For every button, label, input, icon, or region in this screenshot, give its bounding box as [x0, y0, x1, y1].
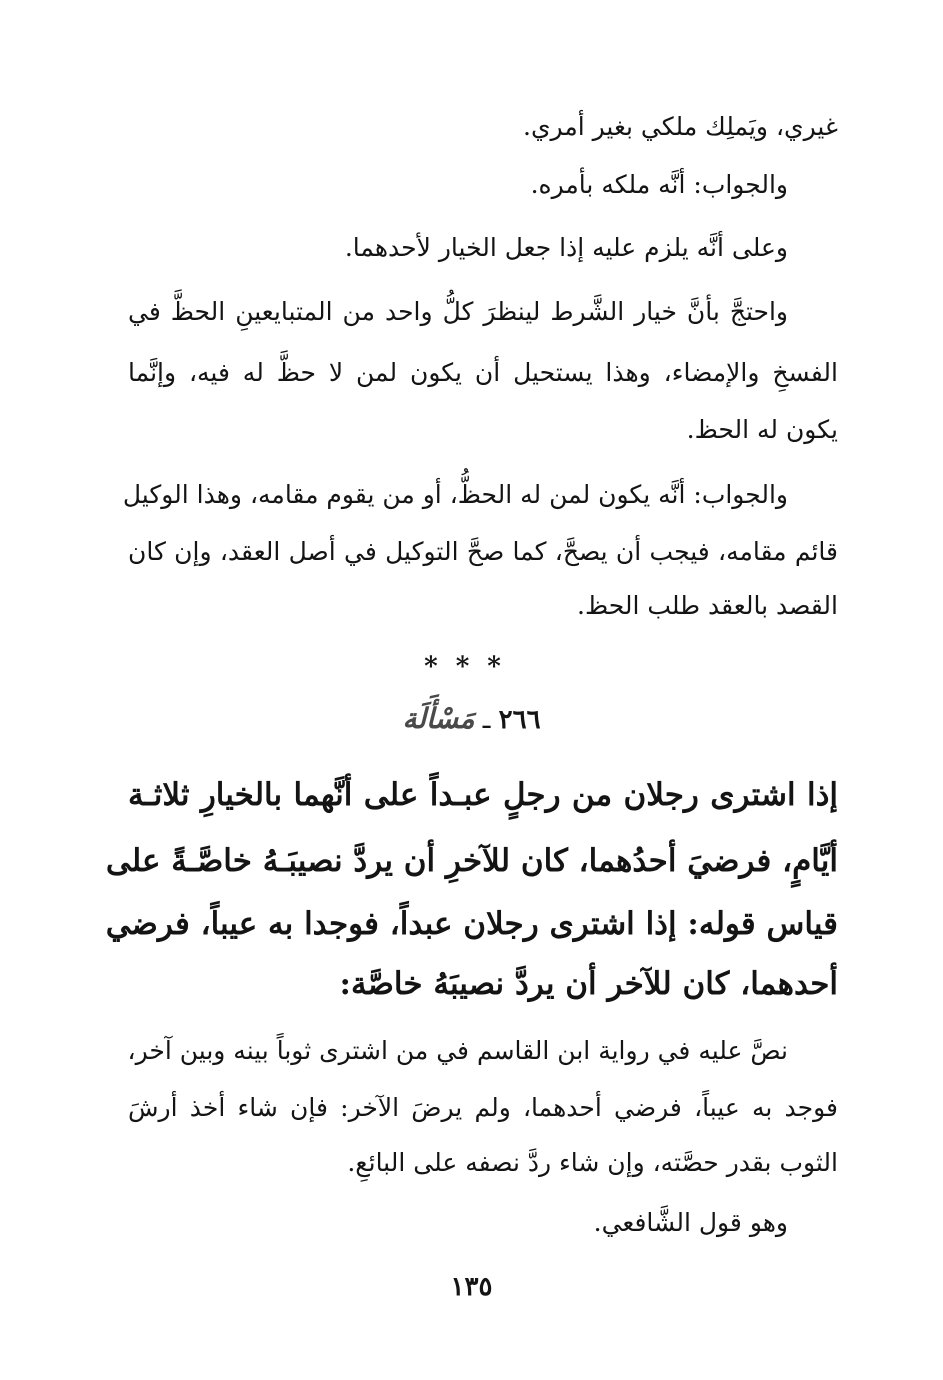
- issue-line-3: قياس قوله: إذا اشترى رجلان عبداً، فوجدا به عيباً، فرضي: [105, 906, 838, 942]
- text-line-3: وعلى أنَّه يلزم عليه إذا جعل الخيار لأحدهما.: [344, 233, 788, 262]
- text-line-2: والجواب: أنَّه ملكه بأمره.: [530, 170, 788, 199]
- issue-line-4: أحدهما، كان للآخر أن يردَّ نصيبَهُ خاصَّة:: [339, 966, 838, 1002]
- issue-heading: [0, 702, 943, 735]
- text-line-9: القصد بالعقد طلب الحظ.: [577, 591, 838, 620]
- text-line-1: غيري، ويَملِك ملكي بغير أمري.: [523, 112, 838, 141]
- text-line-7: والجواب: أنَّه يكون لمن له الحظُّ، أو من يقوم مقامه، وهذا الوكيل: [122, 480, 788, 509]
- text-line-4: واحتجَّ بأنَّ خيار الشَّرط لينظرَ كلُّ واحد من المتبايعينِ الحظَّ في: [128, 297, 788, 326]
- issue-number: ٢٦٦: [498, 705, 541, 735]
- answer-line-1: نصَّ عليه في رواية ابن القاسم في من اشترى ثوباً بينه وبين آخر،: [127, 1036, 788, 1065]
- issue-title: مَسْأَلَة: [402, 702, 475, 735]
- answer-line-2: فوجد به عيباً، فرضي أحدهما، ولم يرضَ الآخر: فإن شاء أخذ أرشَ: [128, 1093, 838, 1122]
- issue-line-1: إذا اشترى رجلان من رجلٍ عبـداً على أنَّهما بالخيارِ ثلاثـة: [128, 777, 838, 813]
- heading-dash: ـ: [482, 705, 491, 735]
- text-line-5: الفسخِ والإمضاء، وهذا يستحيل أن يكون لمن لا حظَّ له فيه، وإنَّما: [128, 358, 838, 387]
- text-line-6: يكون له الحظ.: [686, 415, 838, 444]
- page-number: ١٣٥: [450, 1272, 493, 1302]
- text-line-8: قائم مقامه، فيجب أن يصحَّ، كما صحَّ التوكيل في أصل العقد، وإن كان: [128, 537, 838, 566]
- section-separator: ***: [424, 652, 519, 682]
- answer-line-3: الثوب بقدر حصَّته، وإن شاء ردَّ نصفه على البائعِ.: [347, 1148, 838, 1177]
- issue-line-2: أيَّامٍ، فرضيَ أحدُهما، كان للآخرِ أن يردَّ نصيبَـهُ خاصَّـةً على: [105, 843, 838, 879]
- answer-line-4: وهو قول الشَّافعي.: [593, 1208, 788, 1237]
